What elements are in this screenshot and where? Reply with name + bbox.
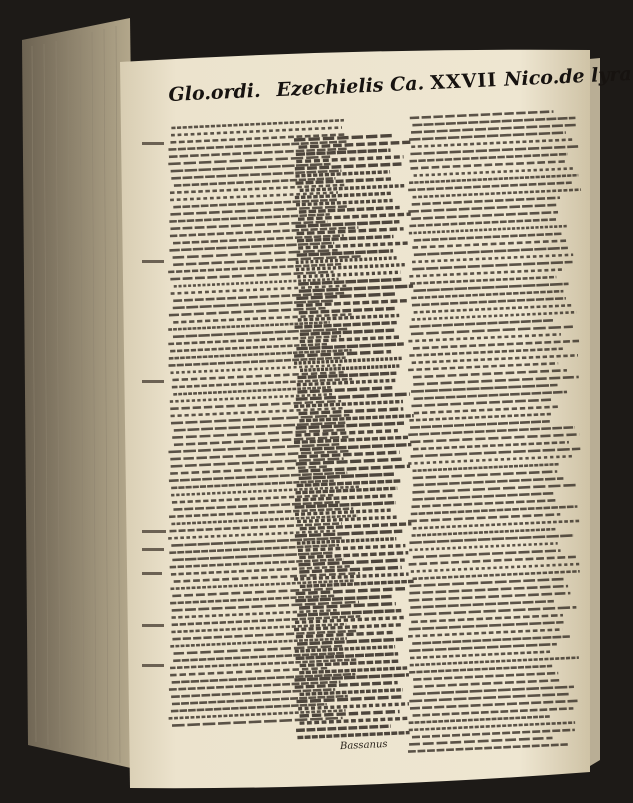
header-chapter-number: XXVII xyxy=(429,69,498,95)
header-center: Ezechielis Ca. xyxy=(275,72,425,102)
header-left: Glo.ordi. xyxy=(168,79,262,106)
catchword: Bassanus xyxy=(339,738,388,753)
header-right: Nico.de lyra xyxy=(503,62,633,91)
